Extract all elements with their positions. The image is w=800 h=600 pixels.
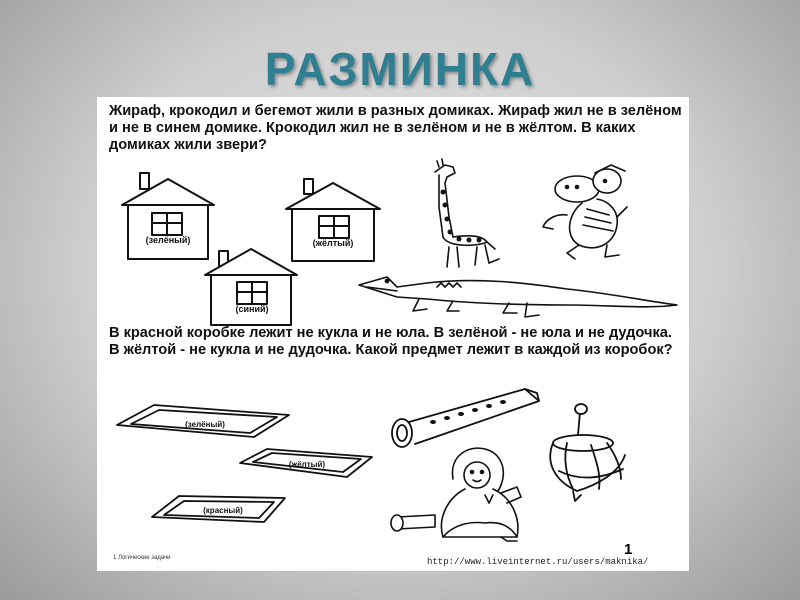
house-label-green: (зелёный) xyxy=(145,235,191,245)
hippo-illustration xyxy=(543,165,627,259)
worksheet-image xyxy=(97,97,689,571)
crocodile-illustration xyxy=(359,277,677,317)
page-number: 1 xyxy=(624,541,633,558)
house-label-blue: (синий) xyxy=(235,304,269,314)
box-label-red: (красный) xyxy=(203,506,243,515)
doll-illustration xyxy=(391,448,521,541)
source-url: http://www.liveinternet.ru/users/maknika/ xyxy=(427,557,649,567)
slide-title: РАЗМИНКА xyxy=(264,43,536,95)
spinning-top-illustration xyxy=(550,404,625,501)
footer-left-caption: 1 Логические задачи xyxy=(113,555,171,561)
task2-text: В красной коробке лежит не кукла и не юла. В зелёной - не юла и не дудочка. В жёлтой - не кукла и не дудочка. Какой предмет лежит в каждой из коробок? xyxy=(109,325,673,358)
flute-illustration xyxy=(392,389,539,447)
box-label-green: (зелёный) xyxy=(185,420,225,429)
house-blue xyxy=(205,249,297,325)
house-green xyxy=(122,173,214,259)
house-label-yellow: (жёлтый) xyxy=(312,238,354,248)
box-label-yellow: (жёлтый) xyxy=(288,460,326,469)
house-yellow xyxy=(286,179,380,261)
task1-text: Жираф, крокодил и бегемот жили в разных домиках. Жираф жил не в зелёном и не в синем домике. Крокодил жил не в зелёном и не в жёлтом. В каких домиках жили звери? xyxy=(109,103,682,153)
giraffe-illustration xyxy=(435,159,499,267)
box-red xyxy=(152,496,285,522)
box-green xyxy=(117,405,289,437)
box-yellow xyxy=(240,449,372,477)
